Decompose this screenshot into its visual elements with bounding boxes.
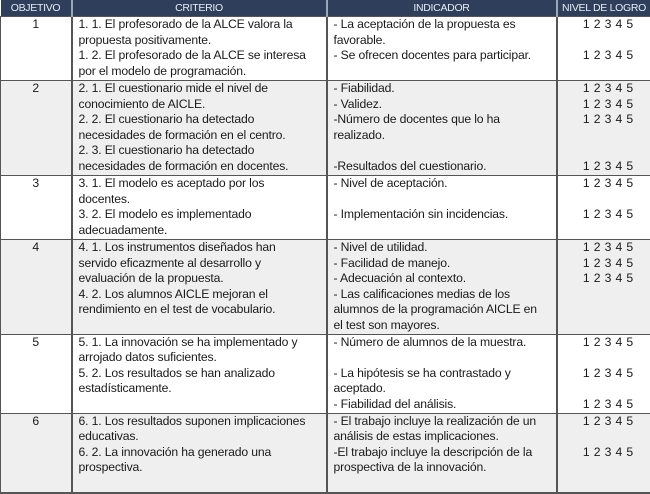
table-header: [1, 0, 650, 17]
objetivo-number: 2: [32, 81, 40, 95]
table-body: [1, 17, 650, 493]
level-scale: 1 2 3 4 5: [582, 444, 633, 459]
level-scale: 1 2 3 4 5: [582, 334, 633, 349]
criterio-cell: [72, 81, 327, 176]
indicador-cell: [327, 81, 557, 176]
level-scale: 1 2 3 4 5: [582, 112, 633, 127]
level-scale: 1 2 3 4 5: [582, 207, 633, 222]
nivel-cell: [557, 240, 650, 335]
table-row: [1, 81, 650, 176]
criterio-text: servido eficazmente al desarrollo y: [78, 255, 261, 270]
criterio-text: 1. 1. El profesorado de la ALCE valora la: [78, 17, 293, 31]
indicador-text: alumnos de la programación AICLE en: [333, 302, 537, 317]
indicador-text: - La hipótesis se ha contrastado y: [333, 365, 511, 380]
level-scale: 1 2 3 4 5: [582, 81, 633, 95]
table-row: [1, 17, 650, 81]
objetivo-number: 5: [32, 334, 40, 349]
criterio-text: arrojado datos suficientes.: [78, 350, 217, 365]
spacer: [564, 381, 647, 397]
criterio-text: 3. 1. El modelo es aceptado por los: [78, 176, 265, 190]
indicador-cell: [327, 17, 557, 81]
level-scale: 1 2 3 4 5: [582, 158, 633, 173]
criterio-text: educativas.: [78, 429, 139, 444]
indicador-cell: [327, 240, 557, 335]
objetivo-number: 6: [32, 413, 40, 428]
indicador-text: análisis de estas implicaciones.: [333, 429, 499, 444]
nivel-cell: [557, 17, 650, 81]
level-scale: 1 2 3 4 5: [582, 365, 633, 380]
nivel-cell: [557, 413, 650, 493]
table-row: [1, 240, 650, 335]
spacer: [564, 350, 647, 366]
indicador-text: el test son mayores.: [333, 317, 440, 332]
criterio-text: docentes.: [78, 191, 131, 206]
criterio-text: 4. 1. Los instrumentos diseñados han: [78, 240, 276, 254]
indicador-cell: [327, 413, 557, 493]
criterio-text: 5. 2. Los resultados se han analizado: [78, 365, 275, 380]
level-scale: 1 2 3 4 5: [582, 96, 633, 111]
objetivo-number: 4: [32, 240, 40, 254]
criterio-text: conocimiento de AICLE.: [78, 96, 206, 111]
criterio-text: adecuadamente.: [78, 222, 168, 237]
criterio-text: 2. 2. El cuestionario ha detectado: [78, 112, 255, 127]
spacer: [564, 192, 647, 208]
spacer: [334, 143, 552, 159]
header-nivel-de-logro: NIVEL DE LOGRO: [557, 0, 650, 17]
criterio-text: 4. 2. Los alumnos AICLE mejoran el: [78, 286, 268, 301]
criterio-text: 5. 1. La innovación se ha implementado y: [78, 334, 298, 349]
table-row: [1, 176, 650, 240]
criterio-cell: [72, 17, 327, 81]
nivel-cell: [557, 81, 650, 176]
header-criterio: CRITERIO: [72, 0, 327, 17]
indicador-text: - Facilidad de manejo.: [333, 255, 451, 270]
indicador-text: realizado.: [333, 127, 385, 142]
criterio-cell: [72, 334, 327, 413]
indicador-text: - Fiabilidad del análisis.: [333, 396, 457, 411]
level-scale: 1 2 3 4 5: [582, 413, 633, 428]
criterio-cell: [72, 240, 327, 335]
indicador-text: - Se ofrecen docentes para participar.: [333, 48, 532, 63]
indicador-text: - Las calificaciones medias de los: [333, 286, 510, 301]
criterio-text: 6. 2. La innovación ha generado una: [78, 444, 272, 459]
criterio-text: estadísticamente.: [78, 381, 172, 396]
criterio-text: necesidades de formación en el centro.: [78, 127, 286, 142]
level-scale: 1 2 3 4 5: [582, 240, 633, 254]
level-scale: 1 2 3 4 5: [582, 396, 633, 411]
criterio-text: evaluación de la propuesta.: [78, 271, 224, 286]
objetivo-cell: [1, 17, 72, 81]
criterio-text: 6. 1. Los resultados suponen implicaciones: [78, 413, 306, 428]
level-scale: 1 2 3 4 5: [582, 176, 633, 190]
indicador-text: - Nivel de utilidad.: [333, 240, 428, 254]
criterio-cell: [72, 176, 327, 240]
indicador-text: favorable.: [333, 32, 386, 47]
indicador-text: prospectiva de la innovación.: [333, 460, 487, 475]
objetivo-number: 1: [32, 17, 40, 31]
objetivo-cell: [1, 81, 72, 176]
criterio-text: rendimiento en el test de vocabulario.: [78, 302, 276, 317]
objetivo-cell: [1, 334, 72, 413]
level-scale: 1 2 3 4 5: [582, 271, 633, 286]
nivel-cell: [557, 176, 650, 240]
indicador-text: -Resultados del cuestionario.: [333, 158, 487, 173]
indicador-text: -El trabajo incluye la descripción de la: [333, 444, 533, 459]
level-scale: 1 2 3 4 5: [582, 255, 633, 270]
criterio-text: propuesta positivamente.: [78, 32, 212, 47]
criterio-text: prospectiva.: [78, 460, 143, 475]
indicador-text: aceptado.: [333, 381, 386, 396]
spacer: [564, 33, 647, 49]
table-row: [1, 413, 650, 493]
spacer: [334, 350, 552, 366]
table-row: [1, 334, 650, 413]
spacer: [564, 429, 647, 445]
indicador-text: - Nivel de aceptación.: [333, 176, 448, 190]
indicador-text: - Adecuación al contexto.: [333, 271, 466, 286]
indicador-cell: [327, 334, 557, 413]
criterio-text: 2. 3. El cuestionario ha detectado: [78, 143, 255, 158]
criterio-text: necesidades de formación en docentes.: [78, 158, 289, 173]
indicador-text: - La aceptación de la propuesta es: [333, 17, 516, 31]
criterio-text: 1. 2. El profesorado de la ALCE se interesa: [78, 48, 306, 63]
nivel-cell: [557, 334, 650, 413]
level-scale: 1 2 3 4 5: [582, 48, 633, 63]
indicador-text: - Número de alumnos de la muestra.: [333, 334, 527, 349]
objetivo-cell: [1, 413, 72, 493]
objetivo-cell: [1, 176, 72, 240]
criterio-text: por el modelo de programación.: [78, 63, 247, 78]
header-objetivo: OBJETIVO: [1, 0, 72, 17]
indicador-text: -Número de docentes que lo ha: [333, 112, 500, 127]
spacer: [564, 128, 647, 144]
indicador-text: - El trabajo incluye la realización de un: [333, 413, 537, 428]
indicador-text: - Implementación sin incidencias.: [333, 207, 509, 222]
criterio-cell: [72, 413, 327, 493]
indicador-cell: [327, 176, 557, 240]
spacer: [334, 192, 552, 208]
spacer: [564, 143, 647, 159]
header-indicador: INDICADOR: [327, 0, 557, 17]
level-scale: 1 2 3 4 5: [582, 17, 633, 31]
indicador-text: - Validez.: [333, 96, 382, 111]
criterio-text: 3. 2. El modelo es implementado: [78, 207, 252, 222]
objetivo-cell: [1, 240, 72, 335]
criterio-text: 2. 1. El cuestionario mide el nivel de: [78, 81, 268, 95]
indicador-text: - Fiabilidad.: [333, 81, 395, 95]
objetivo-number: 3: [32, 176, 40, 190]
